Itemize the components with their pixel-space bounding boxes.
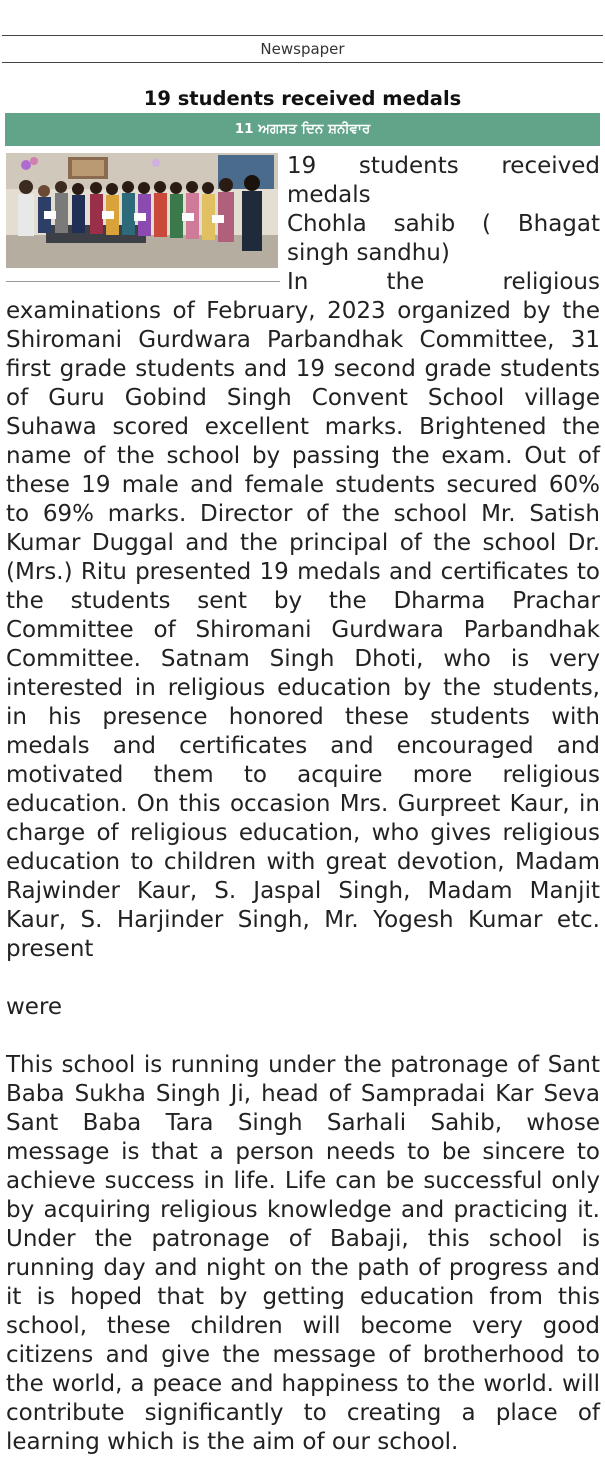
article-title-line: 19 students received medals — [287, 153, 600, 208]
article-paragraph-2: were — [6, 994, 63, 1020]
paragraph-gap — [6, 1022, 600, 1051]
article-paragraph-3: This school is running under the patronage of Sant Baba Sukha Singh Ji, head of Sampradai Kar Seva Sant Baba Tara Singh Sarhali Sahib, whose message is that a person needs to be sincere to achieve success in life. Life can be successful only by acquiring religious knowledge and practicing it. Under the patronage of Babaji, this school is running day and night on the path of progress and it is hoped that by getting education from this school, these children will become very good citizens and give the message of brotherhood to the world, a peace and happiness to the world. will contribute significantly to creating a place of learning which is the aim of our school. — [6, 1052, 600, 1455]
article-paragraph-1: In the religious examinations of February, 2023 organized by the Shiromani Gurdwara Parbandhak Committee, 31 first grade students and 19 second grade students of Guru Gobind Singh Convent School village Suhawa scored excellent marks. Brightened the name of the school by passing the exam. Out of these 19 male and female students secured 60% to 69% marks. Director of the school Mr. Satish Kumar Duggal and the principal of the school Dr. (Mrs.) Ritu presented 19 medals and certificates to the students sent by the Dharma Prachar Committee of Shiromani Gurdwara Parbandhak Committee. Satnam Singh Dhoti, who is very interested in religious education by the students, in his presence honored these students with medals and certificates and encouraged and motivated them to acquire more religious education. On this occasion Mrs. Gurpreet Kaur, in charge of religious education, who gives religious education to children with great devotion, Madam Rajwinder Kaur, S. Jaspal Singh, Madam Manjit Kaur, S. Harjinder Singh, Mr. Yogesh Kumar etc. present — [6, 269, 600, 962]
photo-spacer — [6, 152, 287, 281]
section-header: Newspaper — [2, 35, 603, 63]
date-banner: 11 ਅਗਸਤ ਦਿਨ ਸ਼ਨੀਵਾਰ — [5, 113, 600, 146]
article-body — [6, 152, 600, 1457]
article-byline: Chohla sahib ( Bhagat singh sandhu) — [287, 211, 600, 266]
article-headline: 19 students received medals — [143, 87, 462, 110]
paragraph-gap — [6, 964, 600, 993]
